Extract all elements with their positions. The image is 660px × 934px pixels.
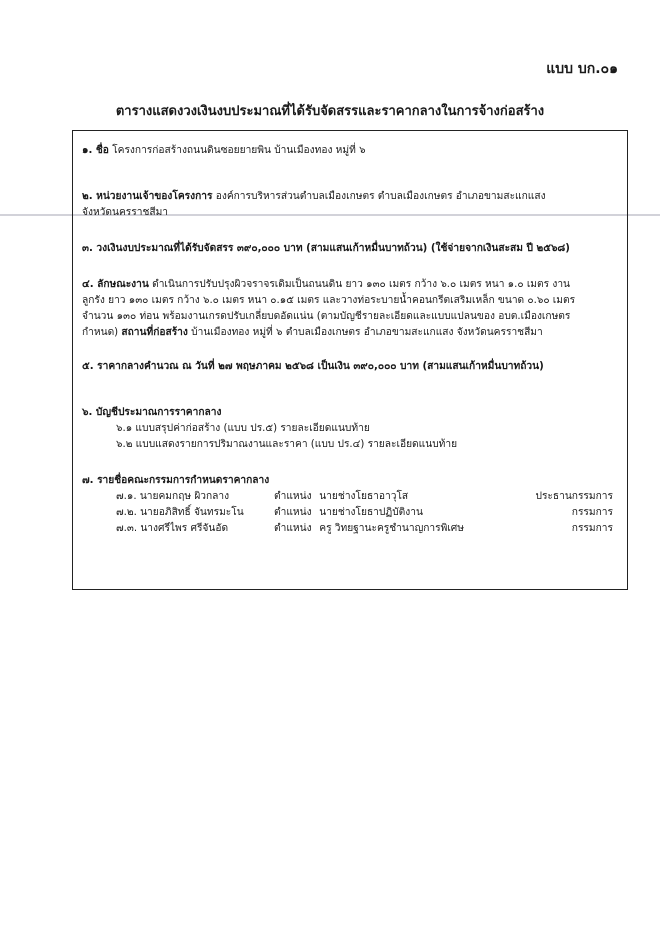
- member-name: ๗.๑. นายคมกฤษ ผิวกลาง: [116, 491, 230, 502]
- work-description-2: ลูกรัง ยาว ๑๓๐ เมตร กว้าง ๖.๐ เมตร หนา ๐.๑๕ เมตร และวางท่อระบายน้ำคอนกรีตเสริมเหล็ก ขนาด ๐.๖๐ เมตร: [82, 295, 576, 306]
- position-title: นายช่างโยธาปฏิบัติงาน: [319, 507, 423, 518]
- position-label: ตำแหน่ง: [274, 507, 312, 518]
- section-budget: [82, 241, 617, 257]
- section-work-description: [82, 277, 617, 341]
- committee-member: [82, 505, 617, 521]
- work-description-3: จำนวน ๑๓๐ ท่อน พร้อมงานเกรดปรับเกลี่ยบดอัดแน่น (ตามบัญชีรายละเอียดและแบบแปลนของ อบต.เมืองเกษตร: [82, 311, 571, 322]
- owner-agency: องค์การบริหารส่วนตำบลเมืองเกษตร ตำบลเมืองเกษตร อำเภอขามสะแกแสง: [215, 191, 546, 202]
- position-label: ตำแหน่ง: [274, 523, 312, 534]
- section-2-label: ๒. หน่วยงานเจ้าของโครงการ: [82, 191, 213, 202]
- section-4-label: ๔. ลักษณะงาน: [82, 279, 149, 290]
- construction-site: บ้านเมืองทอง หมู่ที่ ๖ ตำบลเมืองเกษตร อำเภอขามสะแกแสง จังหวัดนครราชสีมา: [191, 327, 543, 338]
- section-median-price: ๕. ราคากลางคำนวณ ณ วันที่ ๒๗ พฤษภาคม ๒๕๖๘ เป็นเงิน ๓๙๐,๐๐๐ บาท (สามแสนเก้าหมื่นบาทถ้วน): [82, 361, 544, 372]
- estimate-item-2: ๖.๒ แบบแสดงรายการปริมาณงานและราคา (แบบ ปร.๔) รายละเอียดแนบท้าย: [116, 439, 458, 450]
- section-price-estimate: [82, 405, 617, 453]
- committee-member: [82, 521, 617, 537]
- position-title: ครู วิทยฐานะครูชำนาญการพิเศษ: [319, 523, 464, 534]
- member-role: กรรมการ: [571, 523, 613, 534]
- work-description-4: กำหนด): [82, 327, 119, 338]
- member-position: [274, 505, 484, 521]
- estimate-item-1: ๖.๑ แบบสรุปค่าก่อสร้าง (แบบ ปร.๕) รายละเอียดแนบท้าย: [116, 423, 370, 434]
- section-3-label: ๓. วงเงินงบประมาณที่ได้รับจัดสรร: [82, 243, 234, 254]
- section-6-label: ๖. บัญชีประมาณการราคากลาง: [82, 407, 222, 418]
- content-frame: [72, 130, 628, 590]
- committee-member: [82, 489, 617, 505]
- construction-site-label: สถานที่ก่อสร้าง: [121, 327, 188, 338]
- budget-amount: ๓๙๐,๐๐๐ บาท (สามแสนเก้าหมื่นบาทถ้วน): [236, 243, 428, 254]
- budget-source-note: (ใช้จ่ายจากเงินสะสม ปี ๒๕๖๘): [430, 243, 570, 254]
- position-label: ตำแหน่ง: [274, 491, 312, 502]
- member-position: [274, 489, 484, 505]
- member-role: กรรมการ: [571, 507, 613, 518]
- work-line-1: [82, 277, 617, 293]
- member-position: [274, 521, 484, 537]
- section-project-name: [82, 143, 617, 159]
- work-description-1: ดำเนินการปรับปรุงผิวจราจรเดิมเป็นถนนดิน ยาว ๑๓๐ เมตร กว้าง ๖.๐ เมตร หนา ๑.๐ เมตร งาน: [152, 279, 571, 290]
- section-7-label: ๗. รายชื่อคณะกรรมการกำหนดราคากลาง: [82, 475, 270, 486]
- member-name: ๗.๒. นายอภิสิทธิ์ จันทรมะโน: [116, 507, 244, 518]
- position-title: นายช่างโยธาอาวุโส: [319, 491, 409, 502]
- section-owner-agency: [82, 189, 617, 221]
- section-1-label: ๑. ชื่อ: [82, 145, 109, 156]
- form-code: แบบ บก.๐๑: [546, 61, 618, 77]
- member-role: ประธานกรรมการ: [535, 491, 613, 502]
- owner-agency-province: จังหวัดนครราชสีมา: [82, 207, 169, 218]
- document-title: ตารางแสดงวงเงินงบประมาณที่ได้รับจัดสรรและราคากลางในการจ้างก่อสร้าง: [115, 104, 545, 119]
- section-committee: [82, 473, 617, 537]
- work-line-4: [82, 325, 617, 341]
- member-name: ๗.๓. นางศรีไพร ศรีจันอัด: [116, 523, 229, 534]
- project-name: โครงการก่อสร้างถนนดินซอยยายพิน บ้านเมืองทอง หมู่ที่ ๖: [112, 145, 366, 156]
